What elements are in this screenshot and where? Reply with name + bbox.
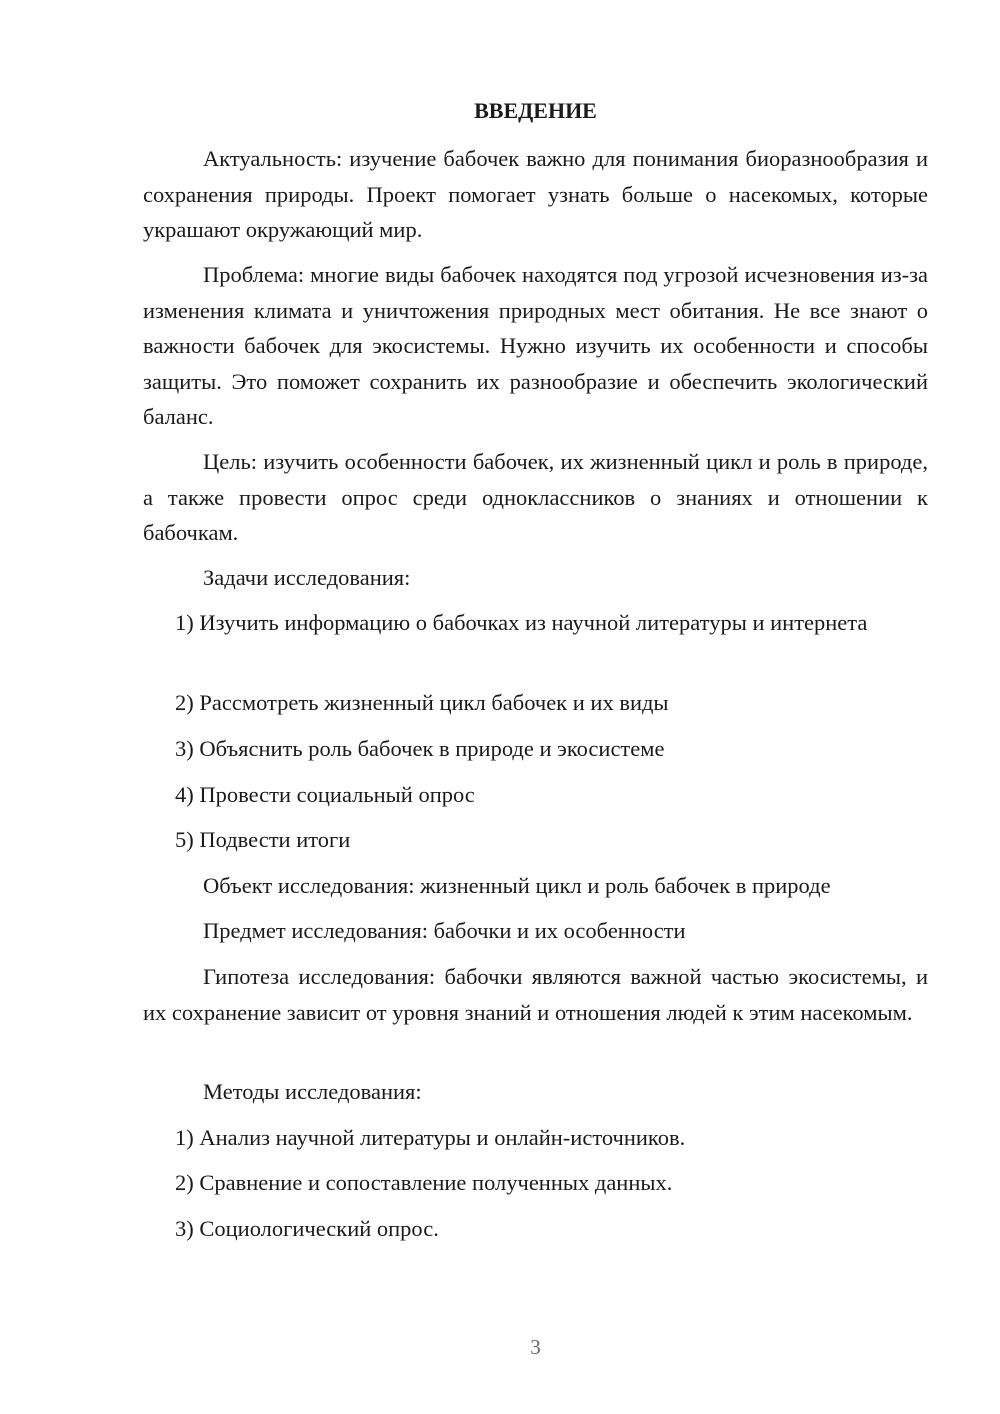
task-item: 4) Провести социальный опрос: [175, 782, 475, 807]
object-paragraph: Объект исследования: жизненный цикл и роль бабочек в природе: [203, 873, 831, 898]
hypothesis-paragraph: Гипотеза исследования: бабочки являются важной частью экосистемы, и их сохранение зависит от уровня знаний и отношения людей к этим насекомым.: [143, 964, 928, 1025]
goal-paragraph: Цель: изучить особенности бабочек, их жизненный цикл и роль в природе, а также провести опрос среди одноклассников о знаниях и отношении к бабочкам.: [143, 449, 928, 545]
method-item: 3) Социологический опрос.: [175, 1216, 439, 1241]
task-item: 1) Изучить информацию о бабочках из научной литературы и интернета: [175, 610, 868, 635]
task-item: 3) Объяснить роль бабочек в природе и экосистеме: [175, 736, 665, 761]
method-item: 1) Анализ научной литературы и онлайн-источников.: [175, 1125, 686, 1150]
method-item: 2) Сравнение и сопоставление полученных данных.: [175, 1170, 673, 1195]
subject-paragraph: Предмет исследования: бабочки и их особенности: [203, 918, 686, 943]
relevance-paragraph: Актуальность: изучение бабочек важно для понимания биоразнообразия и сохранения природы. Проект помогает узнать больше о насекомых, которые украшают окружающий мир.: [143, 146, 928, 242]
methods-heading: Методы исследования:: [203, 1079, 422, 1104]
task-item: 5) Подвести итоги: [175, 827, 351, 852]
page-number: 3: [530, 1335, 541, 1359]
document-page: [143, 0, 928, 1414]
page-title: ВВЕДЕНИЕ: [474, 98, 597, 123]
task-item: 2) Рассмотреть жизненный цикл бабочек и их виды: [175, 690, 669, 715]
problem-paragraph: Проблема: многие виды бабочек находятся под угрозой исчезновения из-за изменения климата и уничтожения природных мест обитания. Не все знают о важности бабочек для экосистемы. Нужно изучить их особенности и способы защиты. Это поможет сохранить их разнообразие и обеспечить экологический баланс.: [143, 262, 928, 429]
tasks-heading: Задачи исследования:: [203, 565, 411, 590]
